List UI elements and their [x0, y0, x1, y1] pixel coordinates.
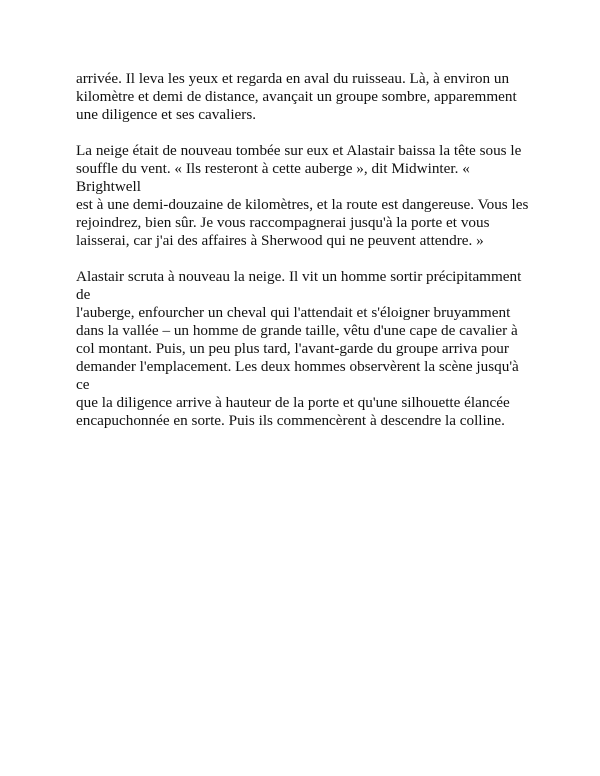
- document-page: [76, 70, 536, 448]
- paragraph-1: arrivée. Il leva les yeux et regarda en aval du ruisseau. Là, à environ un kilomètre et demi de distance, avançait un groupe sombre, apparemment une diligence et ses cavaliers.: [76, 70, 517, 123]
- paragraph-2: La neige était de nouveau tombée sur eux et Alastair baissa la tête sous le souffle du vent. « Ils resteront à cette auberge », dit Midwinter. « Brightwell est à une demi-douzaine de kilomètres, et la route est dangereuse. Vous les rejoindrez, bien sûr. Je vous raccompagnerai jusqu'à la porte et vous laisserai, car j'ai des affaires à Sherwood qui ne peuvent attendre. »: [76, 142, 529, 249]
- paragraph-3: Alastair scruta à nouveau la neige. Il vit un homme sortir précipitamment de l'auberge, enfourcher un cheval qui l'attendait et s'éloigner bruyamment dans la vallée – un homme de grande taille, vêtu d'une cape de cavalier à col montant. Puis, un peu plus tard, l'avant-garde du groupe arriva pour demander l'emplacement. Les deux hommes observèrent la scène jusqu'à ce que la diligence arrive à hauteur de la porte et qu'une silhouette élancée encapuchonnée en sorte. Puis ils commencèrent à descendre la colline.: [76, 268, 522, 429]
